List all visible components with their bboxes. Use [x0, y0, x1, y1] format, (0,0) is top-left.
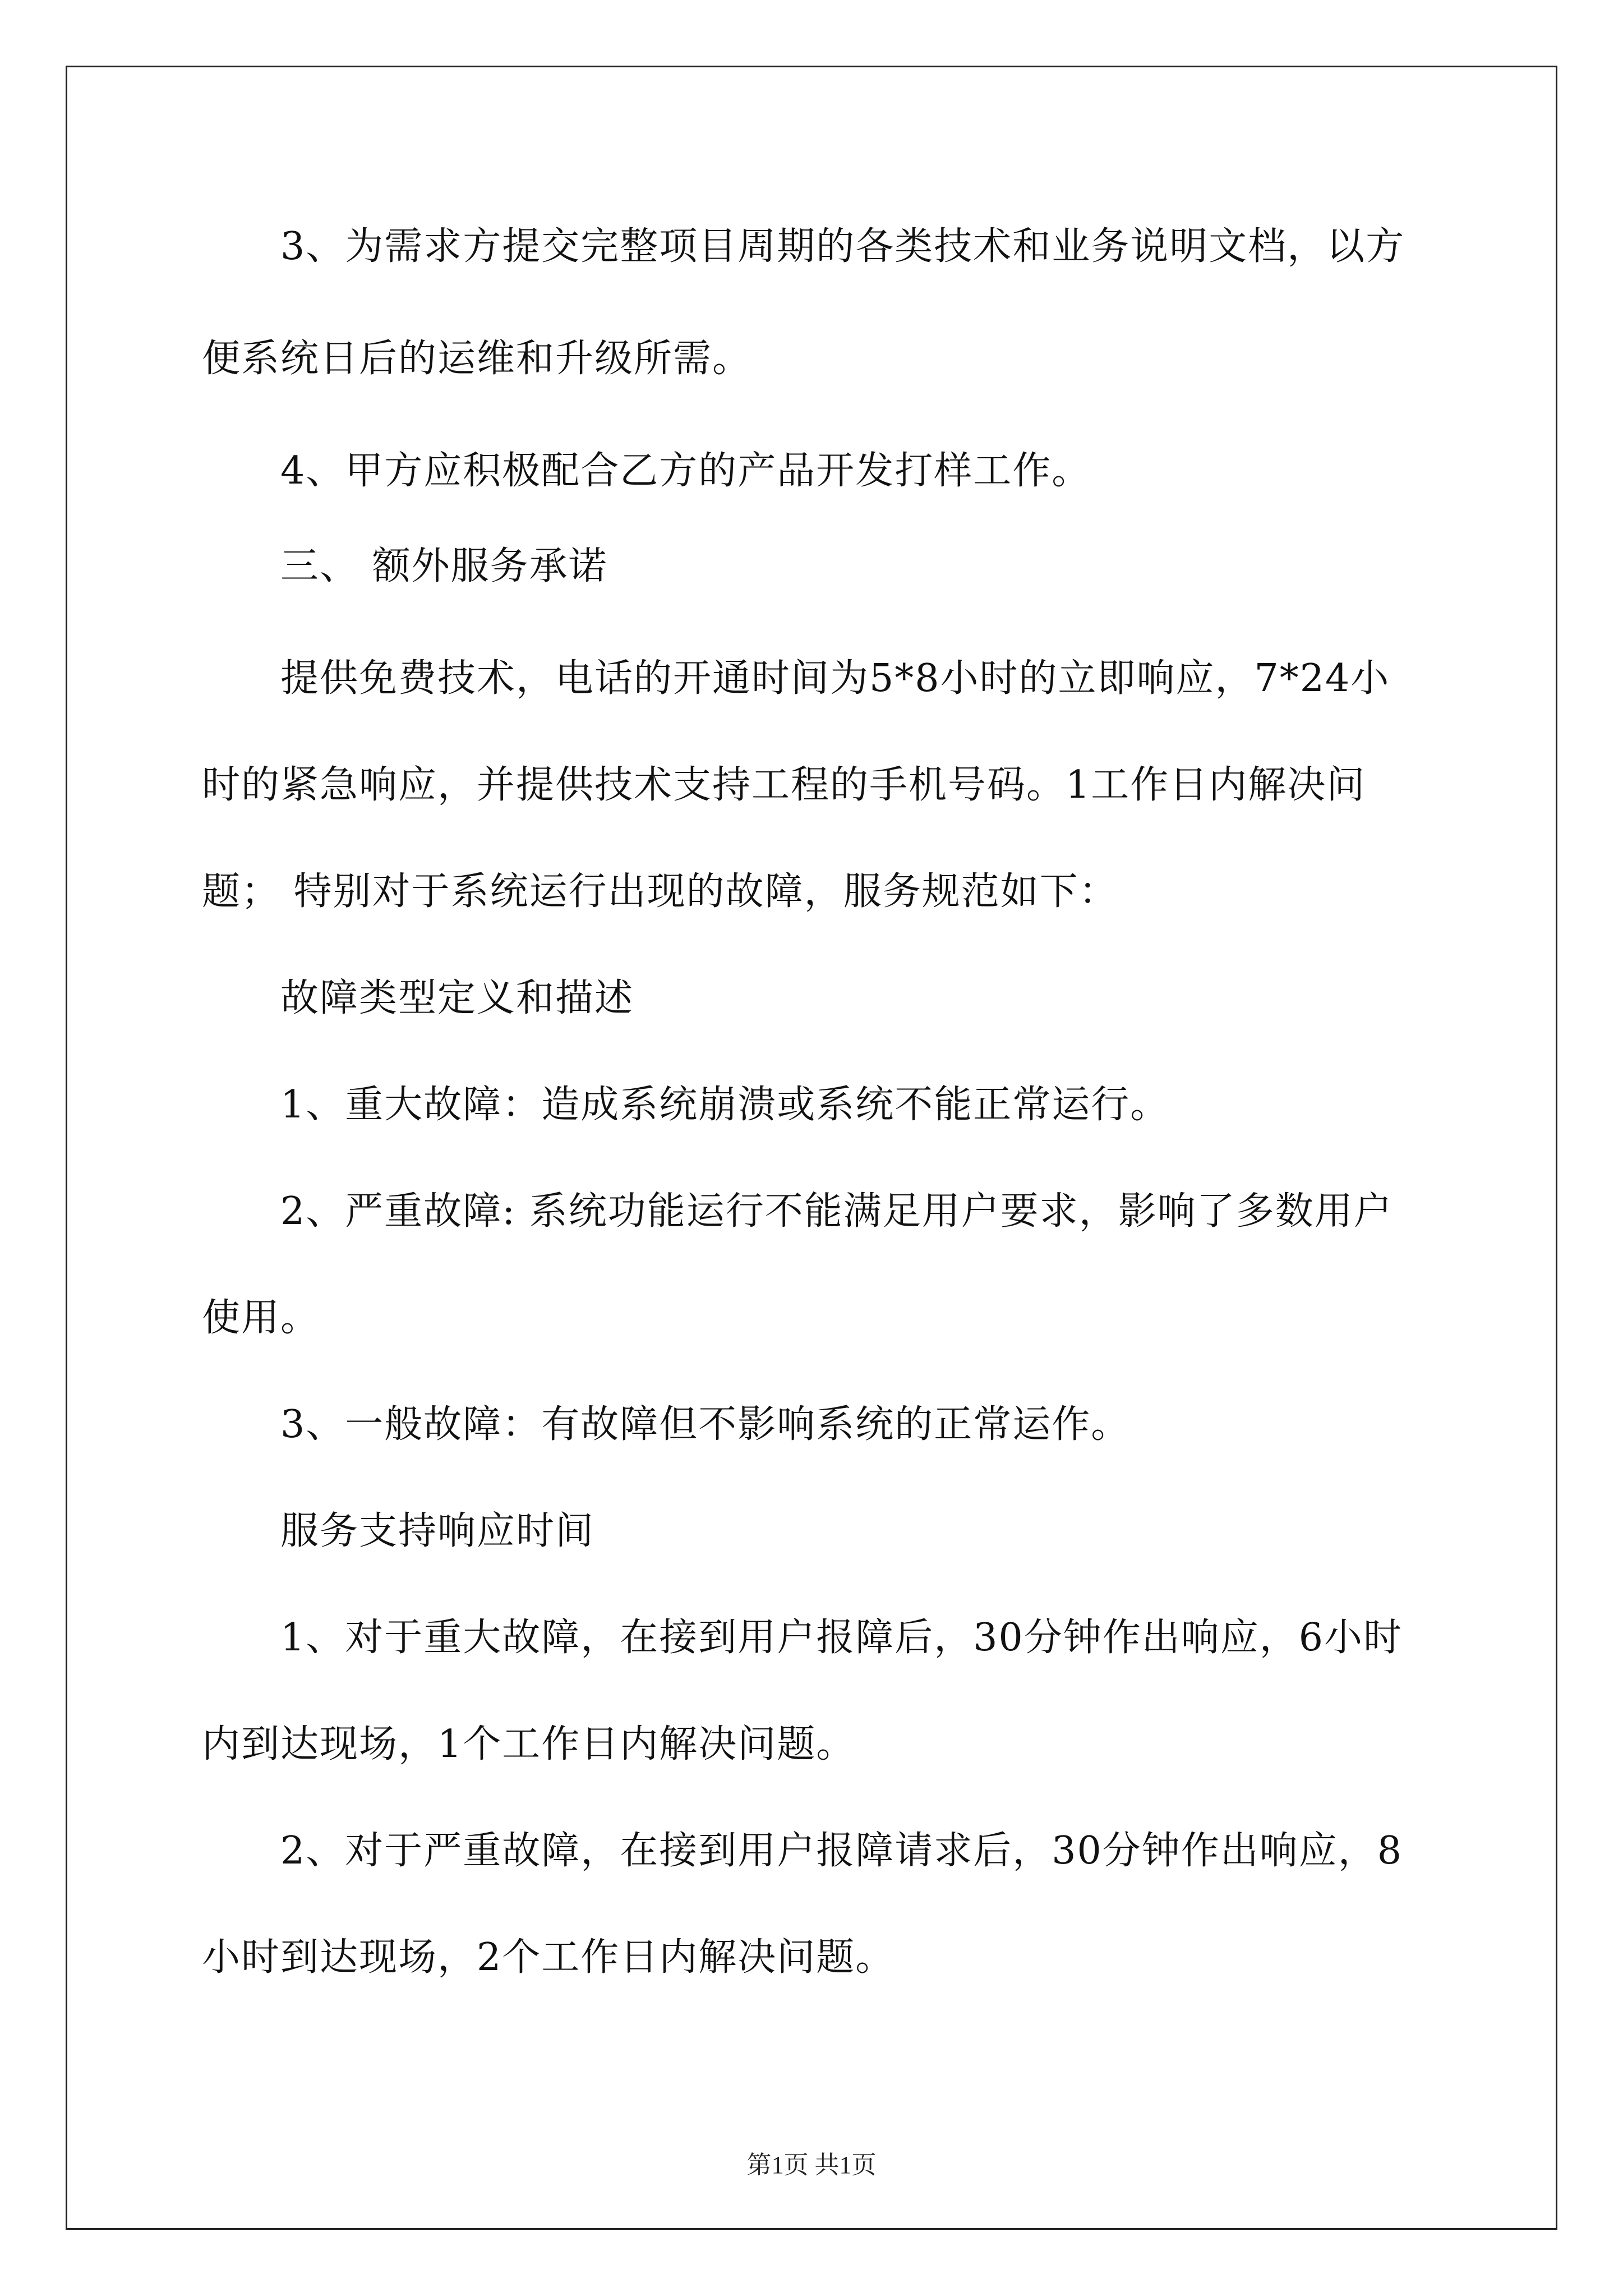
paragraph-line: 3、为需求方提交完整项目周期的各类技术和业务说明文档，以方 [280, 224, 1405, 269]
page-footer: 第1页 共1页 [746, 2151, 877, 2179]
section-heading: 三、 额外服务承诺 [280, 544, 608, 588]
paragraph-line: 便系统日后的运维和升级所需。 [202, 337, 752, 381]
paragraph-line: 3、一般故障：有故障但不影响系统的正常运作。 [280, 1402, 1131, 1447]
paragraph-line: 提供免费技术，电话的开通时间为5*8小时的立即响应，7*24小 [280, 656, 1390, 701]
paragraph-line: 题； 特别对于系统运行出现的故障，服务规范如下： [202, 869, 1118, 914]
paragraph-line: 使用。 [202, 1296, 320, 1340]
paragraph-line: 2、对于严重故障，在接到用户报障请求后，30分钟作出响应，8 [280, 1829, 1403, 1873]
paragraph-line: 小时到达现场，2个工作日内解决问题。 [202, 1935, 895, 1980]
subheading: 故障类型定义和描述 [280, 976, 634, 1020]
paragraph-line: 2、严重故障: 系统功能运行不能满足用户要求，影响了多数用户 [280, 1189, 1393, 1234]
paragraph-line: 4、甲方应积极配合乙方的产品开发打样工作。 [280, 449, 1091, 493]
paragraph-line: 1、对于重大故障，在接到用户报障后，30分钟作出响应，6小时 [280, 1616, 1403, 1660]
paragraph-line: 内到达现场，1个工作日内解决问题。 [202, 1722, 856, 1766]
page-border [66, 66, 1557, 2230]
paragraph-line: 1、重大故障：造成系统崩溃或系统不能正常运行。 [280, 1083, 1170, 1127]
subheading: 服务支持响应时间 [280, 1509, 595, 1553]
paragraph-line: 时的紧急响应，并提供技术支持工程的手机号码。1工作日内解决问 [202, 763, 1366, 807]
